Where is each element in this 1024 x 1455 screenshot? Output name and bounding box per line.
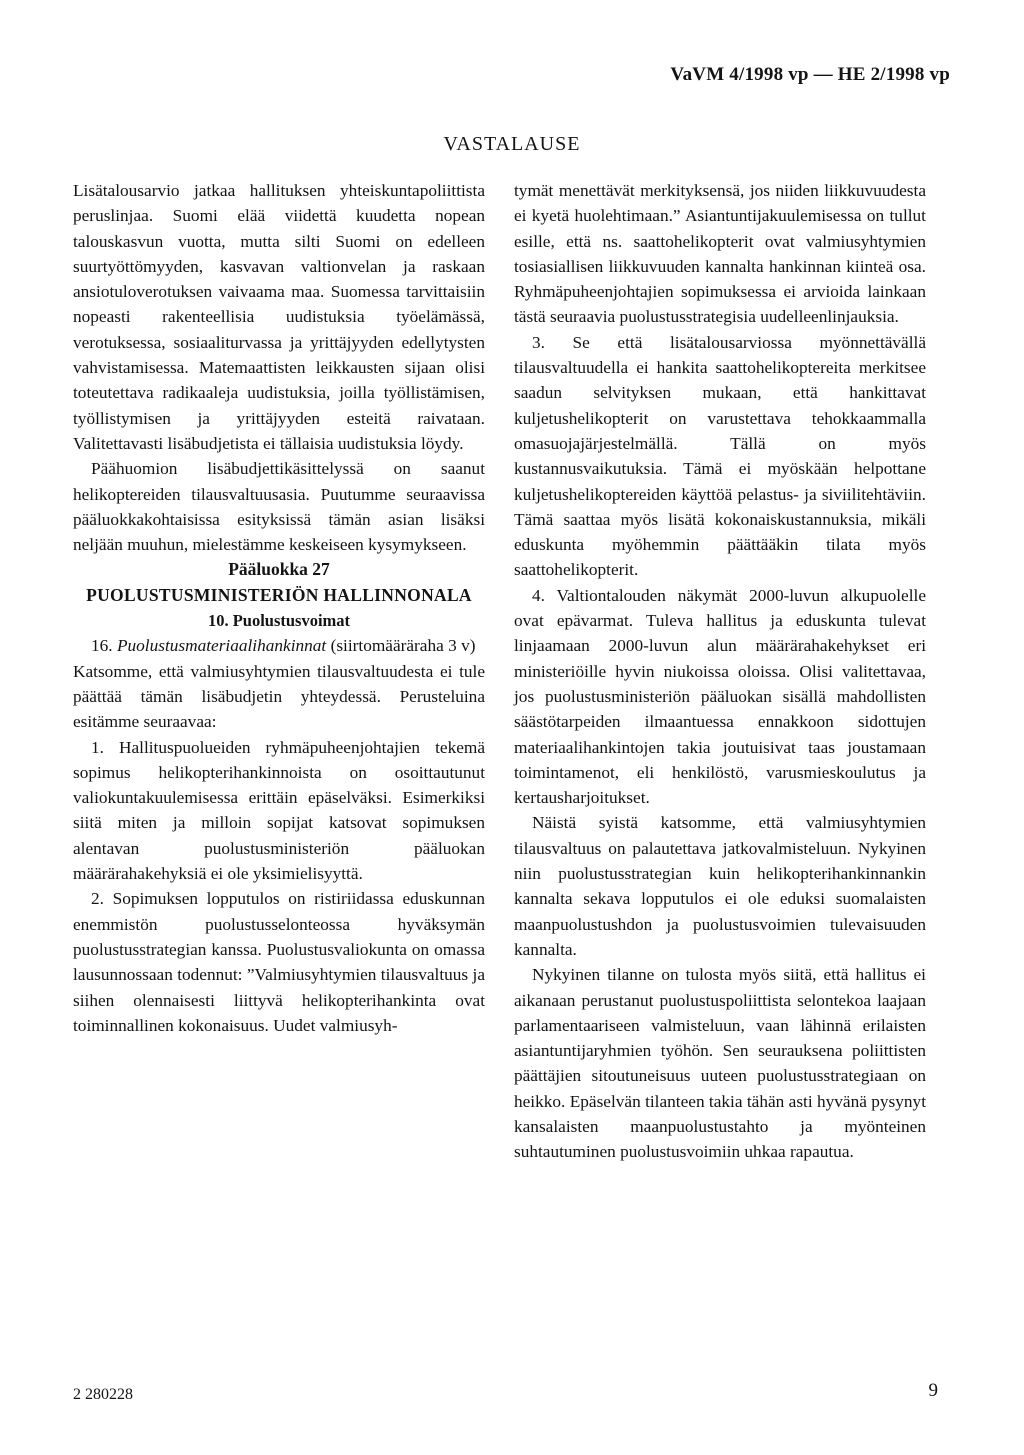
page-number: 9 — [928, 1380, 938, 1401]
closing-paragraph: Nykyinen tilanne on tulosta myös siitä, että hallitus ei aikanaan perustanut puolustuspoliittista selontekoa laajaan parlamentaariseen valmisteluun, vaan lähinnä erilaisten asiantuntijaryhmien työhön. Sen seurauksena poliittisten päättäjien sitoutuneisuus uuteen puolustusstrategiaan on heikko. Epäselvän tilanteen takia tähän asti hyvänä pysynyt kansalaisten maanpuolustustahto ja myönteinen suhtautuminen puolustusvoimiin uhkaa rapautua. — [514, 965, 926, 1162]
right-column — [514, 178, 926, 1165]
point-2-paragraph: 2. Sopimuksen lopputulos on ristiriidassa eduskunnan enemmistön puolustusselonteossa hyväksymän puolustusstrategian kanssa. Puolustusvaliokunta on omassa lausunnossaan todennut: ”Valmiusyhtymien tilausvaltuus ja siihen olennaisesti liittyvä helikopterihankinta ovat toiminnallinen kokonaisuus. Uudet valmiusyh- — [73, 889, 485, 1035]
item-16-heading — [73, 633, 485, 658]
item-16-title: Puolustusmateriaalihankinnat — [116, 636, 327, 656]
conclusion-paragraph: Näistä syistä katsomme, että valmiusyhtymien tilausvaltuus on palautettava jatkovalmisteluun. Nykyinen niin puolustusstrategian kuin helikopterihankinnankin kannalta sekava lopputulos ei ole eduksi suomalaisten maanpuolustushdon ja puolustusvoimien tulevaisuuden kannalta. — [514, 813, 926, 959]
document-reference: VaVM 4/1998 vp — HE 2/1998 vp — [670, 64, 950, 85]
intro-paragraph: Lisätalousarvio jatkaa hallituksen yhteiskuntapoliittista peruslinjaa. Suomi elää viidettä kuudetta nopean talouskasvun vuotta, mutta silti Suomi on edelleen suurtyöttömyyden, kasvavan valtionvelan ja raskaan ansiotuloverotuksen vaivaama maa. Suomessa tarvittaisiin nopeasti rakenteellisia uudistuksia työelämässä, verotuksessa, sosiaaliturvassa ja yrittäjyyden edellytysten vahvistamisessa. Matemaattisten leikkausten sijaan olisi toteutettava radikaaleja uudistuksia, joilla työllistämisen, työllistymisen ja yrittäjyyden esteitä raivataan. Valitettavasti lisäbudjetista ei tällaisia uudistuksia löydy. — [73, 181, 485, 453]
point-4-paragraph: 4. Valtiontalouden näkymät 2000-luvun alkupuolelle ovat epävarmat. Tuleva hallitus ja eduskunta tulevat linjaamaan 2000-luvun alun määrärahakehykset eri ministeriöille hyvin niukoissa oloissa. Olisi valitettavaa, jos puolustusministeriön pääluokan sisällä mahdollisten säästötarpeiden ilmaantuessa ennakkoon sidottujen materiaalihankintojen takia joutuisivat taas joustamaan toimintamenot, eli henkilöstö, varusmieskoulutus ja kertausharjoitukset. — [514, 585, 926, 808]
helicopter-paragraph: Päähuomion lisäbudjettikäsittelyssä on saanut helikoptereiden tilausvaltuusasia. Puutumme seuraavissa pääluokkakohtaisissa esityksissä tämän asian lisäksi neljään muuhun, mielestämme keskeiseen kysymykseen. — [73, 459, 485, 555]
item-16-number: 16. — [91, 636, 113, 656]
ministry-heading: PUOLUSTUSMINISTERIÖN HALLINNONALA — [86, 584, 472, 605]
item-16-note: (siirtomääräraha 3 v) — [330, 636, 476, 656]
point-3-paragraph: 3. Se että lisätalousarviossa myönnettävällä tilausvaltuudella ei hankita saattohelikoptereita merkitsee saadun selvityksen mukaan, että hankittavat kuljetushelikopterit on varustettava tehokkaammalla omasuojajärjestelmällä. Tällä on myös kustannusvaikutuksia. Tämä ei myöskään helpottane kuljetushelikoptereiden käyttöä pelastus- ja siviilitehtäviin. Tämä saattaa myös lisätä kokonaiskustannuksia, mikäli eduskunta myöhemmin päättääkin tilata myös saattohelikopterit. — [514, 332, 926, 580]
point-1-paragraph: 1. Hallituspuolueiden ryhmäpuheenjohtajien tekemä sopimus helikopterihankinnoista on osoittautunut valiokuntakuulemisessa erittäin epäselväksi. Esimerkiksi siitä miten ja milloin sopijat katsovat sopimuksen alentavan puolustusministeriön pääluokan määrärahakehyksiä ei ole yksimielisyyttä. — [73, 737, 485, 884]
position-paragraph: Katsomme, että valmiusyhtymien tilausvaltuudesta ei tule päättää tämän lisäbudjetin yhteydessä. Perusteluina esitämme seuraavaa: — [73, 661, 485, 732]
continuation-paragraph: tymät menettävät merkityksensä, jos niiden liikkuvuudesta ei kyetä huolehtimaan.” Asiantuntijakuulemisessa on tullut esille, että ns. saattohelikopterit ovat valmiusyhtymien tosiasiallisen liikkuvuuden kannalta hankinnan kiinteä osa. Ryhmäpuheenjohtajien sopimuksessa ei arvioida lainkaan tästä seuraavia puolustusstrategisia uudelleenlinjauksia. — [514, 181, 926, 327]
subsection-heading: 10. Puolustusvoimat — [207, 611, 351, 631]
document-title: VASTALAUSE — [443, 133, 581, 155]
left-column — [73, 178, 485, 1038]
footer-code: 2 280228 — [73, 1386, 133, 1403]
main-class-heading: Pääluokka 27 — [228, 559, 330, 580]
